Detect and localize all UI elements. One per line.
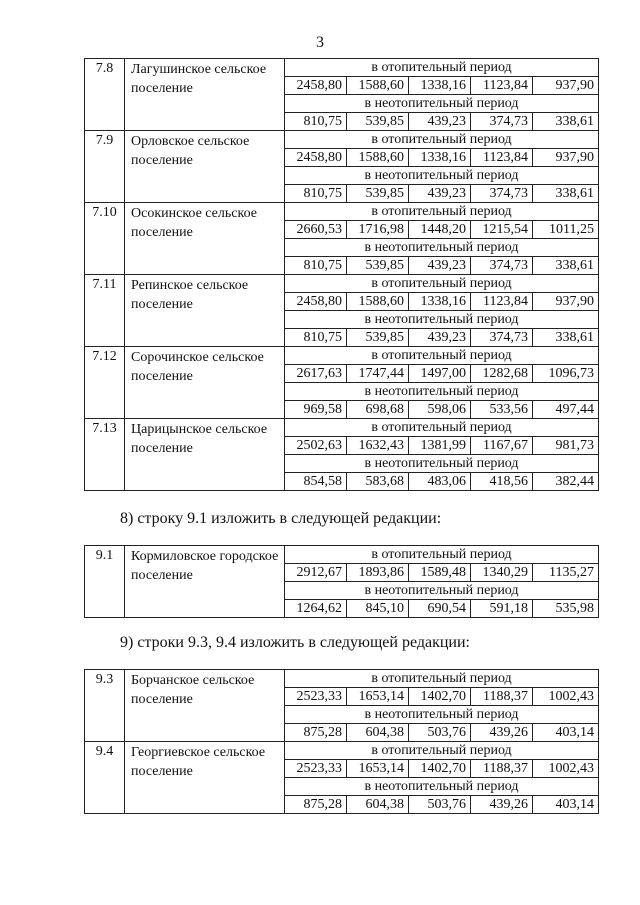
row-number: 7.13 — [85, 419, 125, 491]
non-heating-value: 439,23 — [409, 257, 471, 275]
heating-value: 1653,14 — [347, 688, 409, 706]
tariff-table-9-3-9-4 — [84, 669, 599, 814]
heating-value: 2660,53 — [285, 221, 347, 239]
heating-period-label: в отопительный период — [285, 419, 599, 437]
non-heating-value: 382,44 — [533, 473, 599, 491]
heating-value: 1188,37 — [471, 688, 533, 706]
table-row — [85, 275, 599, 293]
non-heating-value: 338,61 — [533, 329, 599, 347]
heating-value: 937,90 — [533, 149, 599, 167]
non-heating-value: 403,14 — [533, 796, 599, 814]
row-number: 9.1 — [85, 546, 125, 618]
row-number: 7.11 — [85, 275, 125, 347]
non-heating-period-label: в неотопительный период — [285, 167, 599, 185]
non-heating-value: 418,56 — [471, 473, 533, 491]
non-heating-period-label: в неотопительный период — [285, 383, 599, 401]
non-heating-value: 374,73 — [471, 257, 533, 275]
row-number: 9.4 — [85, 742, 125, 814]
heating-value: 1402,70 — [409, 688, 471, 706]
non-heating-value: 854,58 — [285, 473, 347, 491]
heating-value: 2502,63 — [285, 437, 347, 455]
settlement-name: Сорочинское сельское поселение — [125, 347, 285, 419]
heating-value: 2523,33 — [285, 688, 347, 706]
non-heating-value: 338,61 — [533, 257, 599, 275]
heating-value: 1588,60 — [347, 293, 409, 311]
heating-value: 1002,43 — [533, 760, 599, 778]
heating-value: 1497,00 — [409, 365, 471, 383]
heating-value: 2458,80 — [285, 77, 347, 95]
non-heating-value: 604,38 — [347, 724, 409, 742]
non-heating-value: 845,10 — [347, 600, 409, 618]
table-row — [85, 742, 599, 760]
heating-value: 2458,80 — [285, 149, 347, 167]
instruction-rows-9-3-9-4: 9) строки 9.3, 9.4 изложить в следующей редакции: — [120, 634, 470, 651]
heating-period-label: в отопительный период — [285, 203, 599, 221]
heating-value: 1340,29 — [471, 564, 533, 582]
settlement-name: Георгиевское сельское поселение — [125, 742, 285, 814]
heating-period-label: в отопительный период — [285, 131, 599, 149]
heating-value: 1135,27 — [533, 564, 599, 582]
non-heating-period-label: в неотопительный период — [285, 239, 599, 257]
non-heating-period-label: в неотопительный период — [285, 311, 599, 329]
non-heating-value: 439,26 — [471, 724, 533, 742]
non-heating-period-label: в неотопительный период — [285, 455, 599, 473]
heating-value: 1716,98 — [347, 221, 409, 239]
heating-value: 2458,80 — [285, 293, 347, 311]
heating-period-label: в отопительный период — [285, 59, 599, 77]
heating-value: 1123,84 — [471, 293, 533, 311]
settlement-name: Орловское сельское поселение — [125, 131, 285, 203]
non-heating-value: 875,28 — [285, 796, 347, 814]
non-heating-value: 810,75 — [285, 257, 347, 275]
heating-value: 1215,54 — [471, 221, 533, 239]
heating-period-label: в отопительный период — [285, 347, 599, 365]
settlement-name: Лагушинское сельское поселение — [125, 59, 285, 131]
heating-value: 1123,84 — [471, 149, 533, 167]
non-heating-value: 535,98 — [533, 600, 599, 618]
heating-value: 1096,73 — [533, 365, 599, 383]
heating-value: 2617,63 — [285, 365, 347, 383]
settlement-name: Осокинское сельское поселение — [125, 203, 285, 275]
settlement-name: Борчанское сельское поселение — [125, 670, 285, 742]
heating-period-label: в отопительный период — [285, 275, 599, 293]
heating-value: 937,90 — [533, 77, 599, 95]
non-heating-value: 810,75 — [285, 185, 347, 203]
non-heating-value: 690,54 — [409, 600, 471, 618]
non-heating-value: 810,75 — [285, 329, 347, 347]
heating-value: 1589,48 — [409, 564, 471, 582]
row-number: 7.12 — [85, 347, 125, 419]
non-heating-value: 539,85 — [347, 185, 409, 203]
non-heating-value: 969,58 — [285, 401, 347, 419]
non-heating-value: 539,85 — [347, 329, 409, 347]
row-number: 7.10 — [85, 203, 125, 275]
non-heating-value: 374,73 — [471, 329, 533, 347]
table-row — [85, 59, 599, 77]
non-heating-value: 598,06 — [409, 401, 471, 419]
non-heating-value: 439,26 — [471, 796, 533, 814]
heating-value: 1588,60 — [347, 77, 409, 95]
heating-period-label: в отопительный период — [285, 670, 599, 688]
heating-value: 1381,99 — [409, 437, 471, 455]
heating-value: 1747,44 — [347, 365, 409, 383]
non-heating-value: 503,76 — [409, 796, 471, 814]
instruction-row-9-1: 8) строку 9.1 изложить в следующей редакции: — [120, 510, 442, 527]
non-heating-period-label: в неотопительный период — [285, 706, 599, 724]
table-row — [85, 203, 599, 221]
row-number: 9.3 — [85, 670, 125, 742]
heating-value: 1282,68 — [471, 365, 533, 383]
heating-value: 1188,37 — [471, 760, 533, 778]
heating-value: 2912,67 — [285, 564, 347, 582]
row-number: 7.8 — [85, 59, 125, 131]
heating-value: 2523,33 — [285, 760, 347, 778]
heating-period-label: в отопительный период — [285, 742, 599, 760]
non-heating-value: 604,38 — [347, 796, 409, 814]
heating-period-label: в отопительный период — [285, 546, 599, 564]
non-heating-value: 533,56 — [471, 401, 533, 419]
settlement-name: Репинское сельское поселение — [125, 275, 285, 347]
table-row — [85, 131, 599, 149]
non-heating-value: 810,75 — [285, 113, 347, 131]
non-heating-value: 539,85 — [347, 113, 409, 131]
heating-value: 981,73 — [533, 437, 599, 455]
non-heating-period-label: в неотопительный период — [285, 95, 599, 113]
non-heating-value: 483,06 — [409, 473, 471, 491]
heating-value: 1002,43 — [533, 688, 599, 706]
heating-value: 937,90 — [533, 293, 599, 311]
non-heating-value: 591,18 — [471, 600, 533, 618]
settlement-name: Кормиловское городское поселение — [125, 546, 285, 618]
heating-value: 1338,16 — [409, 149, 471, 167]
heating-value: 1448,20 — [409, 221, 471, 239]
page-number: 3 — [316, 34, 324, 51]
non-heating-value: 439,23 — [409, 329, 471, 347]
settlement-name: Царицынское сельское поселение — [125, 419, 285, 491]
heating-value: 1893,86 — [347, 564, 409, 582]
non-heating-value: 439,23 — [409, 185, 471, 203]
tariff-table-7 — [84, 58, 599, 491]
heating-value: 1653,14 — [347, 760, 409, 778]
non-heating-value: 497,44 — [533, 401, 599, 419]
non-heating-value: 539,85 — [347, 257, 409, 275]
non-heating-value: 338,61 — [533, 113, 599, 131]
heating-value: 1632,43 — [347, 437, 409, 455]
table-row — [85, 419, 599, 437]
row-number: 7.9 — [85, 131, 125, 203]
non-heating-value: 374,73 — [471, 185, 533, 203]
heating-value: 1588,60 — [347, 149, 409, 167]
heating-value: 1011,25 — [533, 221, 599, 239]
non-heating-value: 503,76 — [409, 724, 471, 742]
non-heating-value: 338,61 — [533, 185, 599, 203]
table-row — [85, 347, 599, 365]
non-heating-value: 403,14 — [533, 724, 599, 742]
heating-value: 1167,67 — [471, 437, 533, 455]
table-row — [85, 670, 599, 688]
non-heating-value: 583,68 — [347, 473, 409, 491]
non-heating-value: 1264,62 — [285, 600, 347, 618]
non-heating-period-label: в неотопительный период — [285, 582, 599, 600]
non-heating-period-label: в неотопительный период — [285, 778, 599, 796]
heating-value: 1402,70 — [409, 760, 471, 778]
heating-value: 1338,16 — [409, 293, 471, 311]
heating-value: 1123,84 — [471, 77, 533, 95]
non-heating-value: 698,68 — [347, 401, 409, 419]
tariff-table-9-1 — [84, 545, 599, 618]
heating-value: 1338,16 — [409, 77, 471, 95]
non-heating-value: 875,28 — [285, 724, 347, 742]
non-heating-value: 439,23 — [409, 113, 471, 131]
table-row — [85, 546, 599, 564]
non-heating-value: 374,73 — [471, 113, 533, 131]
